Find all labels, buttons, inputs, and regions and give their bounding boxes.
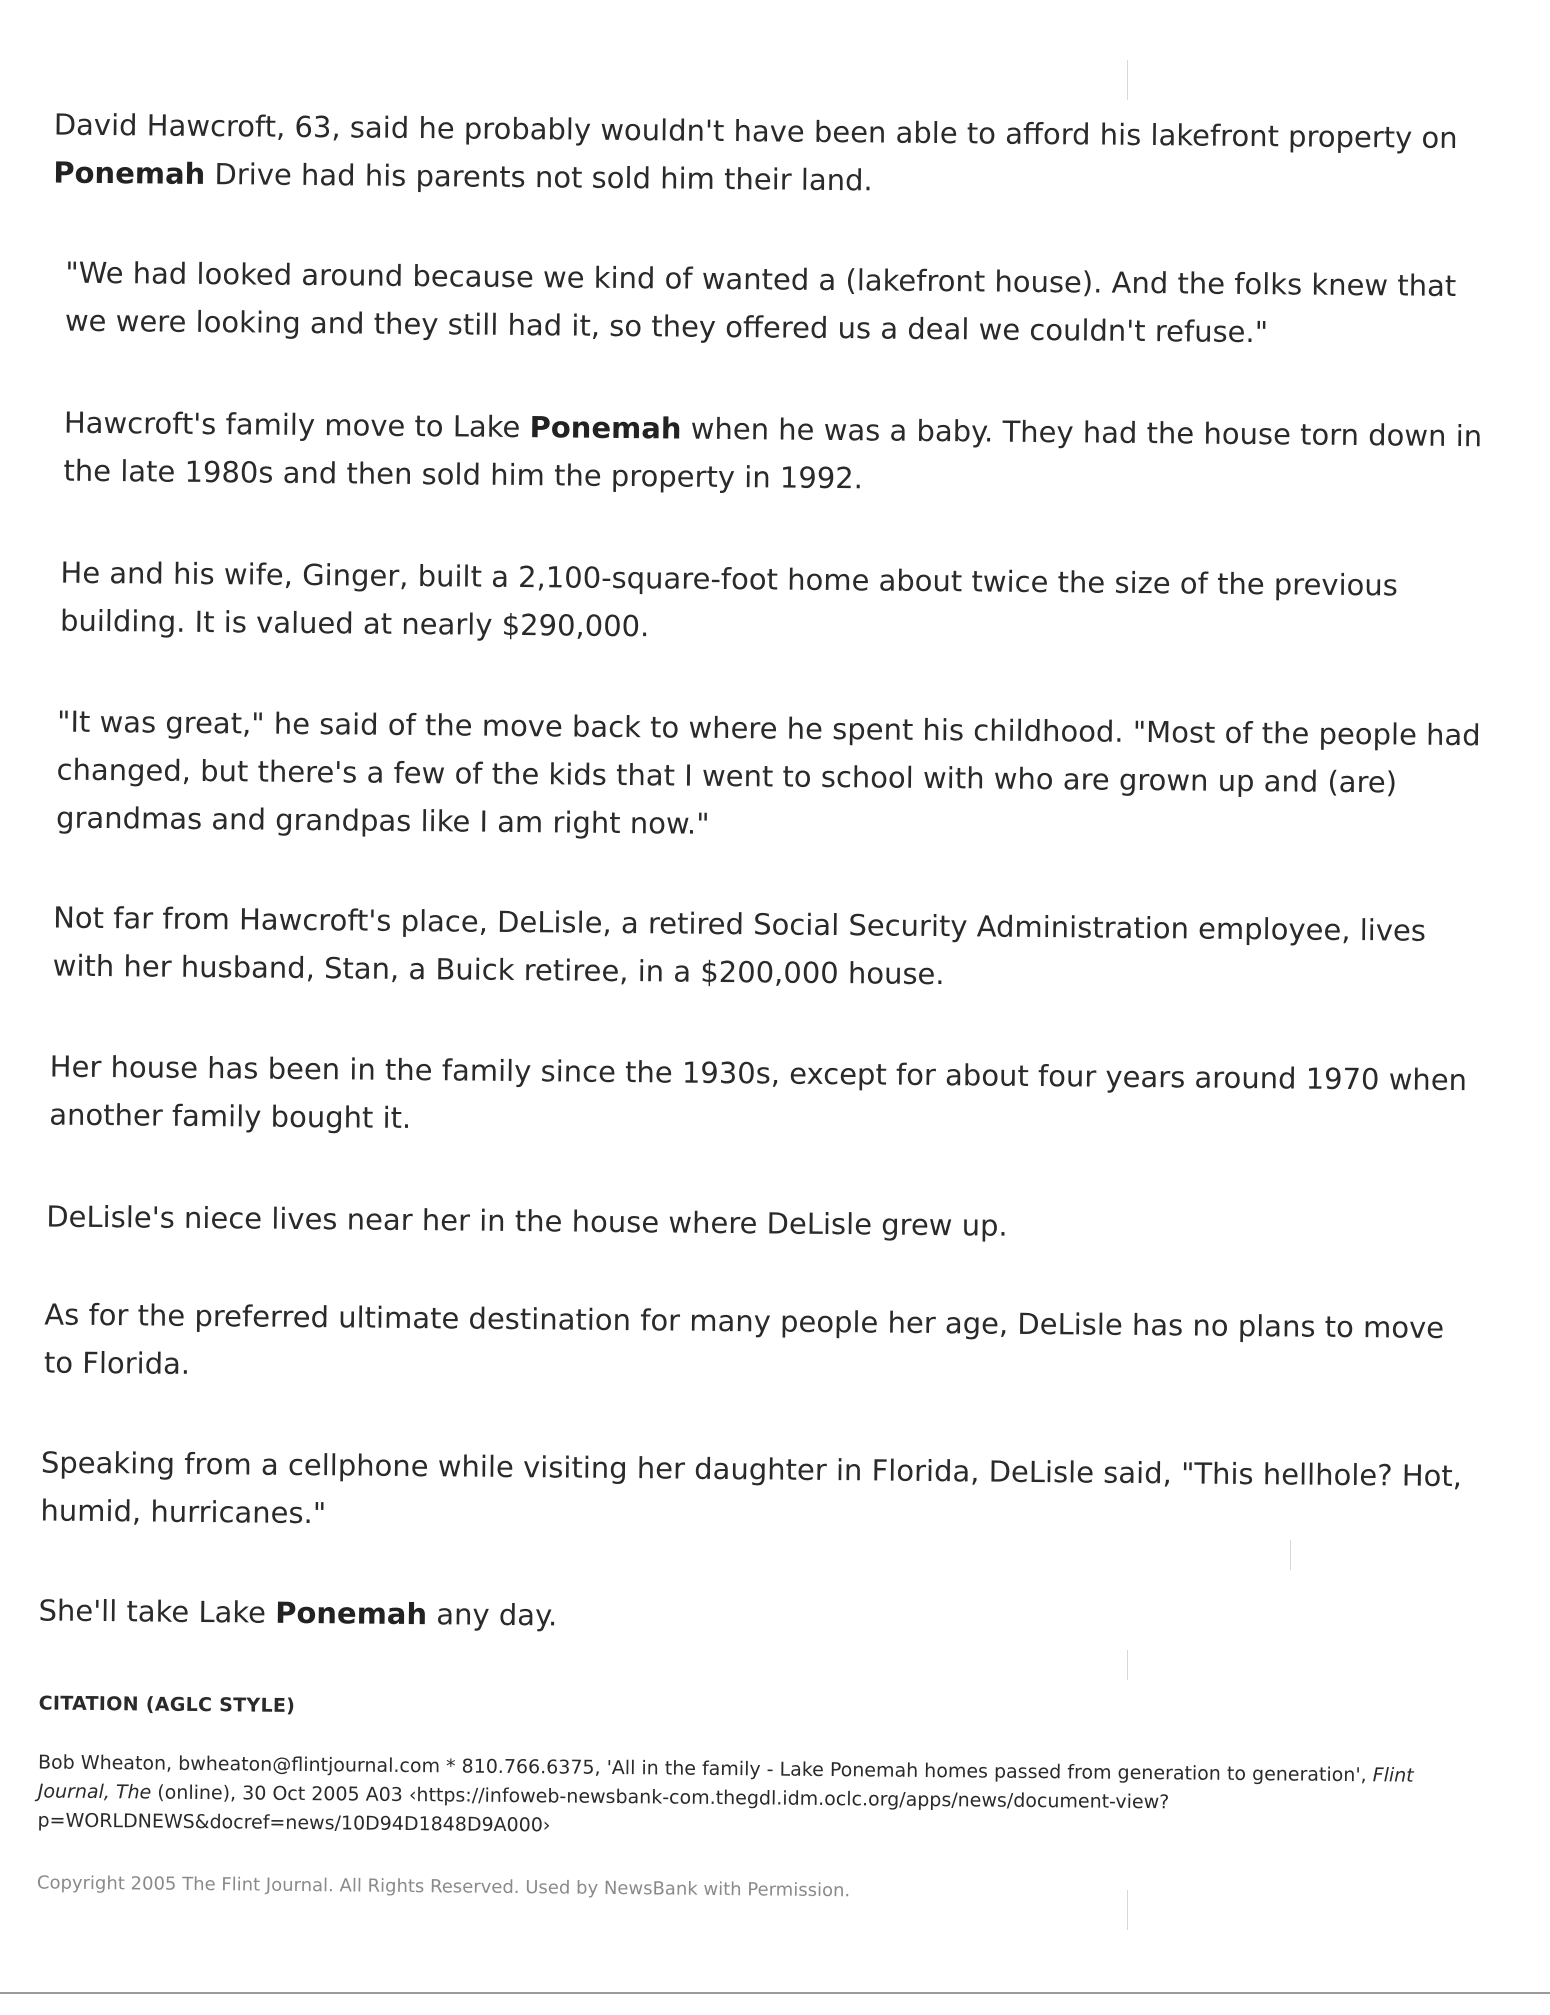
paragraph-1-text-end: Drive had his parents not sold him their land. <box>205 156 873 198</box>
scan-artifact <box>1127 60 1128 100</box>
scan-artifact <box>1127 1650 1128 1680</box>
paragraph-3-text-end: when he was a baby. They had the house torn down in the late 1980s and then sold him the property in 1992. <box>63 411 1483 496</box>
paragraph-9: As for the preferred ultimate destination for many people her age, DeLisle has no plans to move to Florida. <box>43 1297 1445 1381</box>
keyword-ponemah: Ponemah <box>529 410 682 446</box>
paragraph-11-text: She'll take Lake <box>38 1593 276 1630</box>
paragraph-6: Not far from Hawcroft's place, DeLisle, a retired Social Security Administration employee, lives with her husband, Stan, a Buick retiree, in a $200,000 house. <box>52 900 1427 992</box>
paragraph-8: DeLisle's niece lives near her in the house where DeLisle grew up. <box>46 1199 1008 1243</box>
copyright-notice: Copyright 2005 The Flint Journal. All Rights Reserved. Used by NewsBank with Permission. <box>36 1872 851 1902</box>
paragraph-5: "It was great," he said of the move back to where he spent his childhood. "Most of the people had changed, but there's a few of the kids that I went to school with who are grown up and (are) grandmas and grandpas like I am right now." <box>55 704 1481 841</box>
paragraph-3-text: Hawcroft's family move to Lake <box>63 405 530 445</box>
scan-artifact <box>1290 1540 1291 1570</box>
page-bottom-edge <box>0 1992 1550 1994</box>
paragraph-1 <box>53 101 1484 211</box>
paragraph-11-text-end: any day. <box>426 1597 558 1633</box>
paragraph-3 <box>63 399 1494 509</box>
paragraph-4: He and his wife, Ginger, built a 2,100-square-foot home about twice the size of the previous building. It is valued at nearly $290,000. <box>59 555 1399 644</box>
citation-publication: Flint Journal, The <box>37 1764 1414 1804</box>
paragraph-2: "We had looked around because we kind of wanted a (lakefront house). And the folks knew that we were looking and they still had it, so they offered us a deal we couldn't refuse." <box>64 255 1457 350</box>
paragraph-7: Her house has been in the family since the 1930s, except for about four years around 1970 when another family bought it. <box>49 1049 1468 1135</box>
citation-details: (online), 30 Oct 2005 A03 ‹https://infoweb-newsbank-com.thegdl.idm.oclc.org/apps/news/document-view?p=WORLDNEWS&docref=news/10D94D1848D9A000› <box>37 1781 1170 1837</box>
scan-artifact <box>1127 1890 1128 1930</box>
citation-author-title: Bob Wheaton, bwheaton@flintjournal.com * 810.766.6375, 'All in the family - Lake Ponemah homes passed from generation to generation', <box>37 1751 1373 1787</box>
keyword-ponemah: Ponemah <box>275 1595 428 1632</box>
paragraph-11 <box>38 1586 1468 1648</box>
paragraph-10: Speaking from a cellphone while visiting her daughter in Florida, DeLisle said, "This hellhole? Hot, humid, hurricanes." <box>40 1445 1463 1531</box>
keyword-ponemah: Ponemah <box>53 155 206 191</box>
citation-text <box>37 1748 1458 1849</box>
citation-heading: CITATION (AGLC STYLE) <box>38 1692 296 1717</box>
paragraph-1-text: David Hawcroft, 63, said he probably wouldn't have been able to afford his lakefront property on <box>53 107 1458 155</box>
